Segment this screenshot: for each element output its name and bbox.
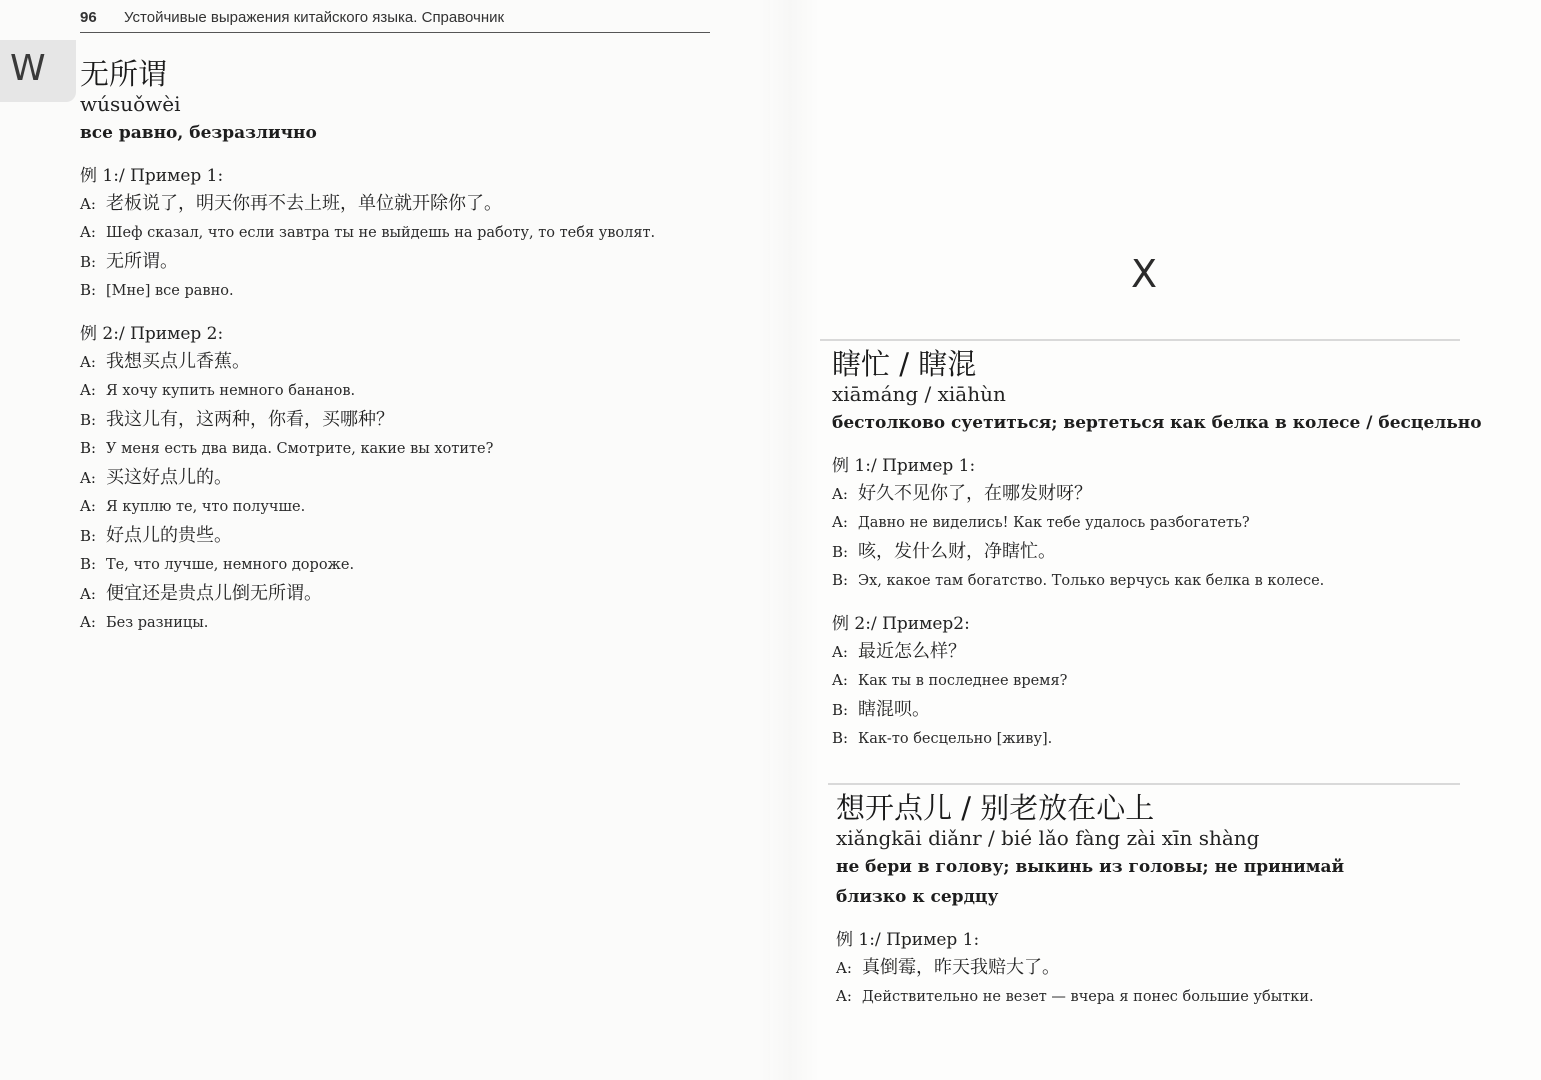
- line-text: 便宜还是贵点儿倒无所谓。: [106, 583, 322, 604]
- dialogue-line: [836, 954, 1396, 982]
- entry-headword: 无所谓: [80, 57, 168, 91]
- line-text: 好久不见你了，在哪发财呀？: [858, 483, 1092, 504]
- speaker-label: B:: [832, 571, 849, 589]
- dialogue-line: [80, 550, 740, 580]
- dialogue-line: [80, 522, 740, 550]
- speaker-label: A:: [80, 613, 96, 631]
- speaker-label: A:: [832, 485, 848, 503]
- speaker-label: B:: [80, 281, 97, 299]
- example-label: 例 1:/ Пример 1:: [832, 456, 976, 476]
- line-text: Как-то бесцельно [живу].: [858, 731, 1053, 747]
- dialogue-line: [836, 982, 1396, 1012]
- speaker-label: A:: [836, 987, 852, 1005]
- dialogue-line: [80, 464, 740, 492]
- line-text: [Мне] все равно.: [106, 283, 234, 299]
- speaker-label: B:: [832, 729, 849, 747]
- speaker-label: B:: [832, 701, 849, 719]
- dialogue-line: [80, 434, 740, 464]
- line-text: 好点儿的贵些。: [106, 525, 232, 546]
- dialogue-line: [80, 276, 740, 306]
- speaker-label: B:: [832, 543, 849, 561]
- speaker-label: A:: [80, 381, 96, 399]
- speaker-label: A:: [80, 585, 96, 603]
- dialogue-line: [80, 580, 740, 608]
- speaker-label: A:: [80, 195, 96, 213]
- line-text: 真倒霉，昨天我赔大了。: [862, 957, 1060, 978]
- entry-divider: [828, 783, 1460, 785]
- entry-translation: не бери в голову; выкинь из головы; не принимай близко к сердцу: [836, 857, 1345, 907]
- line-text: Шеф сказал, что если завтра ты не выйдешь на работу, то тебя уволят.: [106, 225, 656, 241]
- line-text: 老板说了，明天你再不去上班，单位就开除你了。: [106, 193, 502, 214]
- dialogue-line: [80, 492, 740, 522]
- dictionary-entry: [80, 56, 740, 638]
- dialogue-line: [832, 724, 1492, 754]
- example-label: 例 1:/ Пример 1:: [80, 166, 224, 186]
- speaker-label: A:: [80, 497, 96, 515]
- speaker-label: B:: [80, 527, 97, 545]
- speaker-label: A:: [832, 671, 848, 689]
- dialogue-line: [832, 696, 1492, 724]
- example-label: 例 2:/ Пример2:: [832, 614, 970, 634]
- section-letter: X: [1131, 252, 1158, 296]
- line-text: Как ты в последнее время?: [858, 673, 1068, 689]
- dialogue-line: [832, 638, 1492, 666]
- line-text: 咳，发什么财，净瞎忙。: [858, 541, 1056, 562]
- dialogue-line: [80, 406, 740, 434]
- dialogue-line: [80, 248, 740, 276]
- line-text: Те, что лучше, немного дороже.: [106, 557, 355, 573]
- dialogue-line: [832, 480, 1492, 508]
- line-text: Я хочу купить немного бананов.: [106, 383, 356, 399]
- speaker-label: A:: [832, 513, 848, 531]
- dictionary-entry: [836, 790, 1396, 1012]
- line-text: У меня есть два вида. Смотрите, какие вы хотите?: [106, 441, 494, 457]
- speaker-label: B:: [80, 411, 97, 429]
- page-number: 96: [80, 9, 97, 26]
- dialogue-line: [80, 348, 740, 376]
- entry-headword: 想开点儿 / 别老放在心上: [836, 791, 1155, 825]
- dialogue-line: [80, 190, 740, 218]
- line-text: 最近怎么样？: [858, 641, 966, 662]
- line-text: Действительно не везет — вчера я понес большие убытки.: [862, 989, 1314, 1005]
- dialogue-line: [832, 666, 1492, 696]
- entry-translation: все равно, безразлично: [80, 123, 317, 143]
- line-text: 瞎混呗。: [858, 699, 930, 720]
- book-gutter: [760, 0, 820, 1080]
- line-text: Эх, какое там богатство. Только верчусь как белка в колесе.: [858, 573, 1325, 589]
- speaker-label: A:: [832, 643, 848, 661]
- line-text: 无所谓。: [106, 251, 178, 272]
- entry-pinyin: xiǎngkāi diǎnr / bié lǎo fàng zài xīn shàng: [836, 826, 1260, 850]
- entry-pinyin: xiāmáng / xiāhùn: [832, 382, 1006, 406]
- entry-pinyin: wúsuǒwèi: [80, 92, 181, 116]
- dialogue-line: [832, 508, 1492, 538]
- speaker-label: B:: [80, 439, 97, 457]
- entry-translation: бестолково суетиться; вертеться как белка в колесе / бесцельно: [832, 413, 1482, 433]
- line-text: Давно не виделись! Как тебе удалось разбогатеть?: [858, 515, 1250, 531]
- example-label: 例 1:/ Пример 1:: [836, 930, 980, 950]
- letter-tab-label: W: [10, 48, 46, 89]
- dialogue-line: [80, 218, 740, 248]
- speaker-label: A:: [80, 469, 96, 487]
- section-divider: [820, 339, 1460, 341]
- line-text: Без разницы.: [106, 615, 209, 631]
- dialogue-line: [80, 608, 740, 638]
- book-title: Устойчивые выражения китайского языка. Справочник: [124, 9, 505, 26]
- speaker-label: A:: [80, 353, 96, 371]
- line-text: 我想买点儿香蕉。: [106, 351, 250, 372]
- entry-headword: 瞎忙 / 瞎混: [832, 347, 977, 381]
- dialogue-line: [832, 566, 1492, 596]
- line-text: Я куплю те, что получше.: [106, 499, 306, 515]
- running-head: [80, 9, 710, 33]
- example-label: 例 2:/ Пример 2:: [80, 324, 224, 344]
- dialogue-line: [80, 376, 740, 406]
- speaker-label: A:: [80, 223, 96, 241]
- dialogue-line: [832, 538, 1492, 566]
- speaker-label: B:: [80, 555, 97, 573]
- speaker-label: B:: [80, 253, 97, 271]
- dictionary-entry: [832, 346, 1492, 754]
- line-text: 买这好点儿的。: [106, 467, 232, 488]
- letter-tab: [0, 40, 76, 102]
- line-text: 我这儿有，这两种，你看，买哪种？: [106, 409, 394, 430]
- speaker-label: A:: [836, 959, 852, 977]
